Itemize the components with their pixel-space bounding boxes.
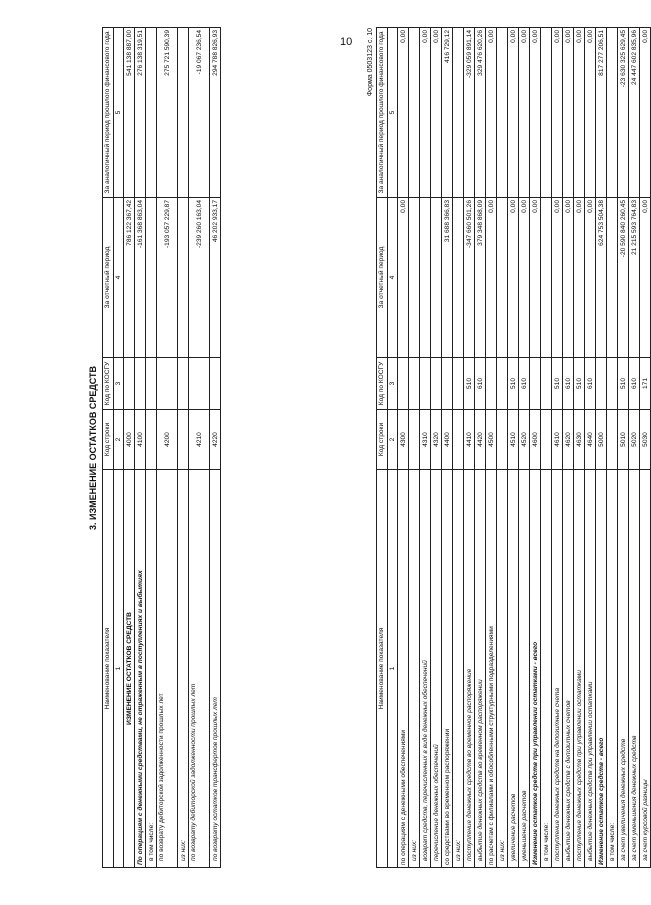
row-name: за счет курсовой разницы [640,470,651,868]
row-previous: 416 729,12 [442,28,453,198]
row-name: уменьшение расчетов [519,470,530,868]
row-name: По операциям с денежными средствами, не отраженным в поступлениях и выбытиях [135,470,146,868]
row-kosgu [431,358,442,410]
row-name: выбытие денежных средств с депозитных счетов [563,470,574,868]
row-current: 0,00 [552,198,563,358]
row-previous: 0,00 [519,28,530,198]
row-code: 4310 [420,410,431,470]
row-current [541,198,552,358]
col-number: 4 [114,198,124,358]
row-previous: 0,00 [508,28,519,198]
row-name: ИЗМЕНЕНИЕ ОСТАТКОВ СРЕДСТВ [124,470,135,868]
row-previous: 0,00 [398,28,409,198]
row-current: 31 688 366,83 [442,198,453,358]
row-current: 0,00 [486,198,497,358]
col-number: 2 [388,410,398,470]
row-code: 4320 [431,410,442,470]
table-row [508,28,519,868]
row-previous: 817 277 206,51 [596,28,607,198]
row-code: 4420 [475,410,486,470]
row-name: увеличение расчетов [508,470,519,868]
row-kosgu [178,358,189,410]
table-row [398,28,409,868]
row-previous [607,28,618,198]
table-row [135,28,146,868]
row-code: 4510 [508,410,519,470]
row-code: 4640 [585,410,596,470]
row-kosgu [541,358,552,410]
row-code: 4500 [486,410,497,470]
row-name: по возврату остатков трансфертов прошлых лет [210,470,221,868]
row-current: 624 753 504,38 [596,198,607,358]
row-previous: 294 788 826,93 [210,28,221,198]
table-row [585,28,596,868]
col-number: 3 [388,358,398,410]
table-row [596,28,607,868]
table-row [442,28,453,868]
row-previous: 0,00 [640,28,651,198]
row-code [607,410,618,470]
table-row [563,28,574,868]
rotated-report-page [88,28,649,868]
row-current: -347 660 501,26 [464,198,475,358]
col-header-line-code: Код строки [103,410,114,470]
row-previous: -329 059 891,14 [464,28,475,198]
row-current: 0,00 [530,198,541,358]
row-previous: -19 067 236,54 [189,28,210,198]
row-name: Изменение остатков средств - всего [596,470,607,868]
row-kosgu [420,358,431,410]
row-name: возврат средств, перечисленных в виде денежных обеспечений [420,470,431,868]
row-current [453,198,464,358]
row-current: 0,00 [398,198,409,358]
table-row [210,28,221,868]
row-previous [453,28,464,198]
row-current: 379 348 868,09 [475,198,486,358]
table-row [541,28,552,868]
row-name: по операциям с денежными обеспечениями [398,470,409,868]
row-name: выбытие денежных средств при управлении остатками [585,470,596,868]
row-current: 0,00 [508,198,519,358]
row-name: поступление денежных средств во временное распоряжение [464,470,475,868]
page-number: 10 [340,36,353,48]
row-kosgu [210,358,221,410]
row-kosgu [607,358,618,410]
row-previous: 0,00 [486,28,497,198]
row-code: 4300 [398,410,409,470]
row-code: 4630 [574,410,585,470]
col-header-kosgu: Код по КОСГУ [103,358,114,410]
row-previous [497,28,508,198]
row-kosgu [497,358,508,410]
column-number-row [388,28,398,868]
row-current [146,198,157,358]
row-code [497,410,508,470]
row-code: 5000 [596,410,607,470]
row-name: за счет уменьшения денежных средств [629,470,640,868]
row-kosgu: 610 [519,358,530,410]
table-row [464,28,475,868]
row-previous: -23 630 325 629,45 [618,28,629,198]
row-name: из них: [178,470,189,868]
col-number: 4 [388,198,398,358]
table-row [519,28,530,868]
row-current: -193 057 229,87 [157,198,178,358]
row-code [409,410,420,470]
table-row [453,28,464,868]
row-name: в том числе: [146,470,157,868]
row-current [178,198,189,358]
row-code: 4000 [124,410,135,470]
row-previous: 541 138 887,00 [124,28,135,198]
row-previous: 0,00 [420,28,431,198]
row-name: в том числе: [541,470,552,868]
col-header-previous: За аналогичный период прошлого финансового года [377,28,388,198]
column-number-row [114,28,124,868]
row-name: поступление денежных средств на депозитные счета [552,470,563,868]
row-name: по возврату дебиторской задолженности прошлых лет [189,470,210,868]
row-previous: 275 721 590,39 [157,28,178,198]
row-name: со средствами во временном распоряжении [442,470,453,868]
row-kosgu: 171 [640,358,651,410]
row-kosgu [157,358,178,410]
col-header-name: Наименование показателя [377,470,388,868]
table-row [475,28,486,868]
row-name: из них: [497,470,508,868]
row-kosgu: 510 [464,358,475,410]
row-kosgu [398,358,409,410]
row-current: 21 215 593 764,83 [629,198,640,358]
row-code [541,410,552,470]
row-kosgu: 610 [475,358,486,410]
table-row [618,28,629,868]
row-code: 4620 [563,410,574,470]
row-code [146,410,157,470]
row-kosgu [146,358,157,410]
section-title: 3. ИЗМЕНЕНИЕ ОСТАТКОВ СРЕДСТВ [88,365,98,531]
row-previous: 0,00 [530,28,541,198]
row-current [497,198,508,358]
row-code: 4520 [519,410,530,470]
row-previous: 0,00 [431,28,442,198]
table-row [146,28,157,868]
row-kosgu: 510 [618,358,629,410]
row-code: 4410 [464,410,475,470]
table-row [640,28,651,868]
table-row [431,28,442,868]
row-previous: 0,00 [552,28,563,198]
row-previous [541,28,552,198]
col-number: 1 [114,470,124,868]
row-name: перечисление денежных обеспечений [431,470,442,868]
row-kosgu: 510 [574,358,585,410]
col-header-name: Наименование показателя [103,470,114,868]
row-kosgu: 510 [552,358,563,410]
col-number: 3 [114,358,124,410]
table-row [420,28,431,868]
balance-changes-table-2 [376,27,651,868]
row-name: Изменение остатков средств при управлении остатками - всего [530,470,541,868]
row-current [409,198,420,358]
row-name: за счет увеличения денежных средств [618,470,629,868]
col-header-previous: За аналогичный период прошлого финансового года [103,28,114,198]
col-header-reporting: За отчетный период [103,198,114,358]
row-name: в том числе: [607,470,618,868]
row-current: -20 590 840 260,45 [618,198,629,358]
row-code [453,410,464,470]
row-current [420,198,431,358]
row-previous: 0,00 [585,28,596,198]
row-kosgu: 510 [508,358,519,410]
table-row [629,28,640,868]
row-current [607,198,618,358]
col-number: 2 [114,410,124,470]
row-previous: 0,00 [563,28,574,198]
row-name: из них: [409,470,420,868]
balance-changes-table-1 [102,27,221,868]
row-code: 4400 [442,410,453,470]
row-kosgu [409,358,420,410]
row-name: по расчетам с филиалами и обособленными структурными подразделениями [486,470,497,868]
row-previous [409,28,420,198]
table-row [178,28,189,868]
col-header-reporting: За отчетный период [377,198,388,358]
row-current: 46 202 933,17 [210,198,221,358]
row-kosgu [530,358,541,410]
col-number: 5 [114,28,124,198]
row-code: 4100 [135,410,146,470]
row-current: -161 368 863,04 [135,198,146,358]
row-kosgu [453,358,464,410]
form-code: Форма 0503123 с. 10 [367,28,374,97]
row-kosgu: 610 [563,358,574,410]
row-current: 786 122 367,42 [124,198,135,358]
row-current: 0,00 [563,198,574,358]
row-kosgu [442,358,453,410]
row-code: 4600 [530,410,541,470]
table-row [189,28,210,868]
row-name: из них: [453,470,464,868]
row-code: 4610 [552,410,563,470]
table-row [497,28,508,868]
row-current: 0,00 [574,198,585,358]
col-number: 5 [388,28,398,198]
table-row [530,28,541,868]
col-header-kosgu: Код по КОСГУ [377,358,388,410]
table-row [157,28,178,868]
row-kosgu: 610 [629,358,640,410]
table-row [552,28,563,868]
col-header-line-code: Код строки [377,410,388,470]
row-kosgu [124,358,135,410]
row-code: 5030 [640,410,651,470]
row-name: выбытие денежных средств во временном распоряжении [475,470,486,868]
row-current: 0,00 [640,198,651,358]
row-current: -239 260 163,04 [189,198,210,358]
row-kosgu [486,358,497,410]
row-kosgu [189,358,210,410]
row-previous [178,28,189,198]
table-row [607,28,618,868]
table-row [486,28,497,868]
col-number: 1 [388,470,398,868]
row-name: поступление денежных средств при управлении остатками [574,470,585,868]
table-row [409,28,420,868]
row-code: 5010 [618,410,629,470]
header-row [103,28,114,868]
table-row [124,28,135,868]
row-current [431,198,442,358]
row-previous: 276 138 319,51 [135,28,146,198]
row-code [178,410,189,470]
row-kosgu [135,358,146,410]
row-code: 5020 [629,410,640,470]
row-kosgu: 610 [585,358,596,410]
row-code: 4200 [157,410,178,470]
row-kosgu [596,358,607,410]
row-previous: 24 447 602 835,96 [629,28,640,198]
row-previous: 329 476 620,26 [475,28,486,198]
row-previous [146,28,157,198]
row-previous: 0,00 [574,28,585,198]
table-row [574,28,585,868]
row-current: 0,00 [585,198,596,358]
row-name: по возврату дебиторской задолженности прошлых лет [157,470,178,868]
row-current: 0,00 [519,198,530,358]
row-code: 4210 [189,410,210,470]
header-row [377,28,388,868]
row-code: 4220 [210,410,221,470]
